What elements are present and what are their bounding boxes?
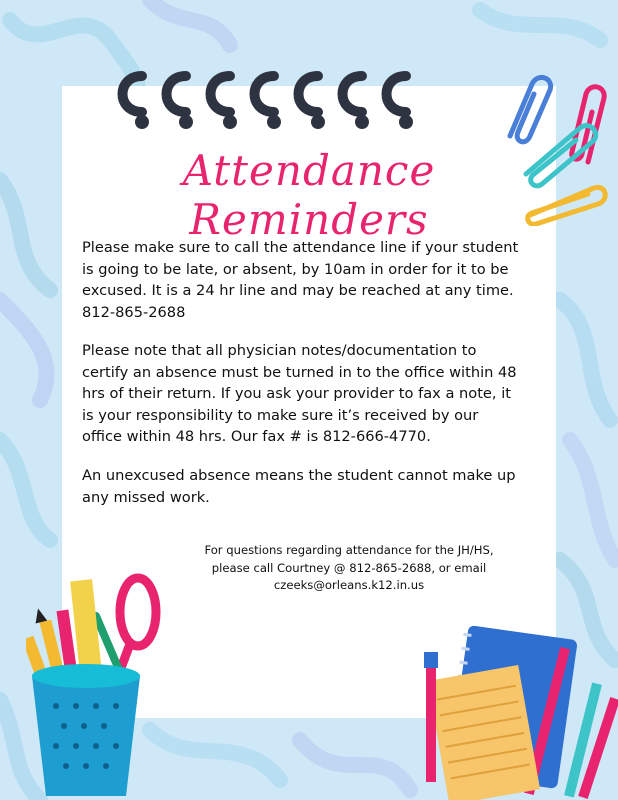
contact-line-2: please call Courtney @ 812-865-2688, or email <box>211 560 487 575</box>
physician-notes-paragraph: Please note that all physician notes/documentation to certify an absence must be turned in to the office within 48 hrs of their return. If you ask your provider to fax a note, it is your responsibility to make sure it’s received by our office within 48 hrs. Our fax # is 812-666-4770. <box>82 342 517 445</box>
attendance-line-paragraph: Please make sure to call the attendance line if your student is going to be late, or absent, by 10am in order for it to be excused. It is a 24 hr line and may be reached at any time. 812-865-2688 <box>82 239 519 321</box>
page-title: Attendance Reminders <box>182 146 436 244</box>
contact-email[interactable]: czeeks@orleans.k12.in.us <box>273 578 425 592</box>
spiral-rings-icon <box>112 62 432 140</box>
contact-info <box>190 542 508 595</box>
unexcused-absence-paragraph: An unexcused absence means the student cannot make up any missed work. <box>82 467 516 506</box>
contact-line-1: For questions regarding attendance for the JH/HS, <box>204 543 494 557</box>
notebooks-icon <box>418 626 618 800</box>
pencil-cup-icon <box>26 566 176 800</box>
